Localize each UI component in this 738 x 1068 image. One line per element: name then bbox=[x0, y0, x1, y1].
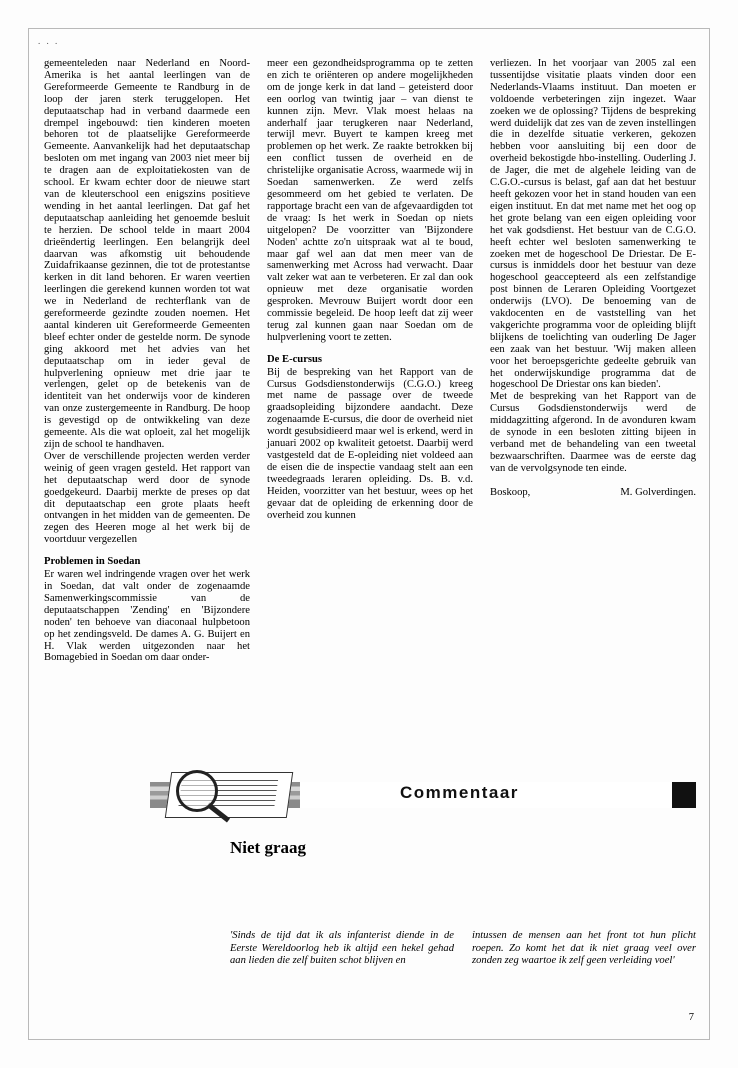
paragraph: meer een gezondheidsprogramma op te zetten en zich te oriënteren op andere mogelijkheden om de jonge kerk in dat land – geteisterd door een oorlog van twintig jaar – van dienst te kunnen zijn. Mevr. Vlak moest helaas na anderhalf jaar terugkeren naar Nederland, terwijl mevr. Buyert te kampen kreeg met problemen op het werk. Ze raakte betrokken bij een conflict tussen de overheid en de christelijke organisatie Across, waarmede wij in Soedan samenwerken. Ze werd zelfs gesommeerd om het gebied te verlaten. De rapportage bracht een van de afgevaardigden tot de vraag: Is het werk in Soedan op niets uitgelopen? De voorzitter van 'Bijzondere Noden' achtte zo'n uitspraak wat al te boud, maar gaf wel aan dat men meer van de samenwerking met Across had verwacht. Daar valt zeker wat aan te verbeteren. Er zal dan ook opnieuw met deze organisatie worden gesproken. Mevrouw Buijert wordt door een commissie begeleid. De hoop leeft dat zij weer terug zal kunnen gaan naar Soedan om de hulpverlening voort te zetten. bbox=[267, 58, 473, 343]
paragraph: Er waren wel indringende vragen over het werk in Soedan, dat valt onder de zogenaamde Samenwerkingscommissie van de deputaatschappen 'Zending' en 'Bijzondere noden' ten behoeve van diaconaal hulpbetoon op het zendingsveld. De dames A. G. Buijert en H. Vlak werden uitgezonden naar het Bomagebied in Soedan om daar onder- bbox=[44, 569, 250, 664]
quote-column-right: intussen de mensen aan het front tot hun plicht roepen. Zo komt het dat ik niet graag veel over zonden zeg waartoe ik zelf geen verleiding voel' bbox=[472, 930, 696, 967]
signature-author: M. Golverdingen. bbox=[620, 486, 696, 498]
section-heading-de-e-cursus: De E-cursus bbox=[267, 353, 323, 365]
commentaar-banner bbox=[150, 768, 696, 820]
banner-title: Commentaar bbox=[400, 783, 519, 802]
section-heading-problemen-in-soedan: Problemen in Soedan bbox=[44, 556, 141, 568]
signature-place: Boskoop, bbox=[490, 486, 531, 498]
paragraph: Bij de bespreking van het Rapport van de Cursus Godsdienstonderwijs (C.G.O.) kreeg met name de passage over de tweede graadsopleiding bijzondere aandacht. Deze zogenaamde E-cursus, die door de overheid niet wordt gesubsidieerd maar wel is erkend, werd in januari 2002 op kwaliteit getoetst. Daarbij werd vastgesteld dat de E-opleiding niet voldeed aan de eisen die de inspectie vandaag stelt aan een tweedegraads leraren opleiding. Ds. B. v.d. Heiden, voorzitter van het bestuur, wees op het gevaar dat de opleiding de erkenning door de overheid zou kunnen bbox=[267, 366, 473, 521]
article-body-columns bbox=[44, 58, 696, 664]
page-number: 7 bbox=[688, 1012, 694, 1023]
scan-speck-marks: . . . bbox=[38, 36, 60, 46]
paragraph: Over de verschillende projecten werden verder weinig of geen vragen gesteld. Het rapport van het deputaatschap werd door de synode goedgekeurd. Daarbij merkte de preses op dat dit deputaatschap een grote plaats heeft ontvangen in het midden van de gemeenten. De zegen des Heeren moge al het werk bij de voortduur vergezellen bbox=[44, 450, 250, 546]
paragraph: gemeenteleden naar Nederland en Noord-Amerika is het aantal leerlingen van de Gereformeerde Gemeente te Randburg in de loop der jaren sterk teruggelopen. Het deputaatschap had in verband daarmede een drempel ingebouwd: tien kinderen moeten behoren tot de plaatselijke Gereformeerde Gemeente. Aanvankelijk had het deputaatschap besloten om met ingang van 2003 niet meer bij te dragen aan de exploitatiekosten van de school. Er kwam echter door de nieuwe start van de kleuterschool een enigszins positieve wending in het aantal leerlingen. Dat gaf het deputaatschap aanleiding het genoemde besluit te herzien. De school telde in maart 2004 drieëndertig leerlingen. Een belangrijk deel daarvan was afkomstig uit behoudende Zuidafrikaanse gezinnen, die tot de protestantse kerken in dit land behoren. Er waren veertien leerlingen die gerekend kunnen worden tot wat we in Nederland de rechterflank van de gereformeerde gezindte zouden noemen. Het aantal kinderen uit Gereformeerde Gemeenten bleef echter onder de gestelde norm. De synode ging akkoord met het advies van het deputaatschap om in ieder geval de hulpverlening opnieuw met drie jaar te verlengen, gelet op de betekenis van de identiteit van het onderwijs voor de kinderen van onze zustergemeente in Randburg. De hoop is gevestigd op de ontwikkeling van deze gemeente. Als die wat oploeit, zal het mogelijk zijn de school te handhaven. bbox=[44, 58, 250, 450]
paragraph: Met de bespreking van het Rapport van de Cursus Godsdienstonderwijs werd de middagzitting afgerond. In de avonduren kwam de synode in een besloten zitting bijeen in verband met de behandeling van een tweetal bezwaarschriften. Daarmee was de eerste dag van de vervolgsynode ten einde. bbox=[490, 391, 696, 474]
banner-end-block bbox=[672, 782, 696, 808]
text-column-2 bbox=[267, 58, 473, 664]
commentary-title: Niet graag bbox=[230, 838, 307, 857]
commentary-quote-columns bbox=[230, 930, 696, 968]
paragraph: verliezen. In het voorjaar van 2005 zal een tussentijdse visitatie plaats vinden door een Nederlands-Vlaams instituut. Dan moeten er voldoende verbeteringen zijn ingezet. Waar zoeken we de oplossing? Tijdens de bespreking werd duidelijk dat zes van de zeven instellingen die in dezelfde situatie verkeren, gekozen hebben voor aansluiting bij een door de overheid bekostigde hbo-instelling. Ouderling J. de Jager, die met de algehele leiding van de C.G.O.-cursus is belast, gaf aan dat het bestuur heeft gekozen voor het in stand houden van een eigen instituut. En dat met name met het oog op het grote belang van een eigen opleiding voor het vak godsdienst. Het bestuur van de C.G.O. heeft echter wel besloten samenwerking te zoeken met de hogeschool De Driestar. De E-cursus is inmiddels door het bestuur van deze hogeschool geaccepteerd als een zelfstandige post binnen de Leraren Opleiding Voortgezet onderwijs (LVO). De benoeming van de vakdocenten en de vaststelling van het vakgerichte programma voor de opleiding blijft blijkens de toelichting van ouderling De Jager een zaak van het bestuur. 'Wij maken alleen voor het beroepsgerichte gedeelte gebruik van het onderwijskundige programma dat de hogeschool De Driestar ons kan bieden'. bbox=[490, 58, 696, 391]
magnifier-lens bbox=[176, 770, 218, 812]
magnifying-glass-over-document-icon bbox=[158, 768, 298, 820]
quote-column-left: 'Sinds de tijd dat ik als infanterist diende in de Eerste Wereldoorlog heb ik altijd een hekel gehad aan lieden die zelf buiten schot blijven en bbox=[230, 930, 454, 967]
article-signature bbox=[490, 487, 696, 498]
text-column-1 bbox=[44, 58, 250, 664]
text-column-3 bbox=[490, 58, 696, 664]
